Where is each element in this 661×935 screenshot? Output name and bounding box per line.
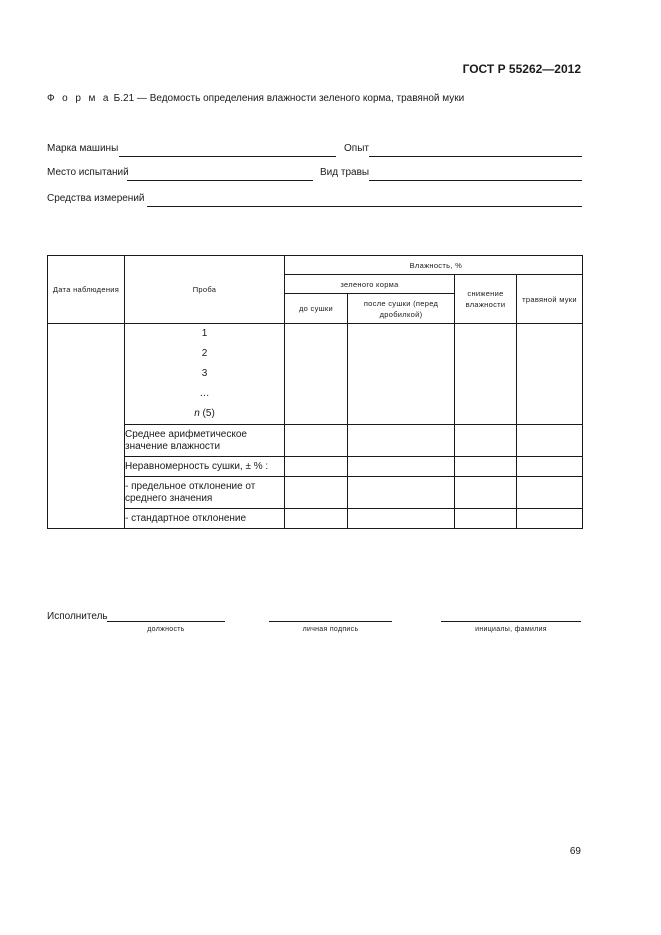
name-caption: инициалы, фамилия bbox=[475, 626, 547, 633]
row-std-deviation-label: - стандартное отклонение bbox=[125, 509, 285, 529]
mean-reduction-cell[interactable] bbox=[455, 425, 517, 457]
moisture-table bbox=[47, 255, 583, 529]
sample-ellipsis: … bbox=[199, 388, 210, 399]
executor-label: Исполнитель bbox=[47, 611, 108, 622]
after-drying-cell[interactable] bbox=[348, 324, 455, 425]
limit-meal-cell[interactable] bbox=[517, 477, 583, 509]
limit-before-cell[interactable] bbox=[285, 477, 348, 509]
row-mean-label: Среднее арифметическое значение влажности bbox=[125, 425, 285, 457]
grass-type-label: Вид травы bbox=[320, 167, 370, 178]
unevenness-meal-cell[interactable] bbox=[517, 457, 583, 477]
sample-3: 3 bbox=[201, 368, 208, 379]
before-drying-cell[interactable] bbox=[285, 324, 348, 425]
date-cell[interactable] bbox=[48, 324, 125, 529]
std-after-cell[interactable] bbox=[348, 509, 455, 529]
unevenness-reduction-cell[interactable] bbox=[455, 457, 517, 477]
position-line[interactable] bbox=[107, 621, 225, 622]
signature-line[interactable] bbox=[269, 621, 392, 622]
sample-1: 1 bbox=[201, 328, 208, 339]
position-caption: должность bbox=[147, 626, 185, 633]
moisture-reduction-cell[interactable] bbox=[455, 324, 517, 425]
grass-meal-cell[interactable] bbox=[517, 324, 583, 425]
before-drying-header: до сушки bbox=[285, 294, 348, 324]
name-line[interactable] bbox=[441, 621, 581, 622]
test-place-label: Место испытаний bbox=[47, 167, 129, 178]
field-row-place bbox=[47, 167, 582, 181]
field-row-means bbox=[47, 193, 582, 207]
green-feed-header: зеленого корма bbox=[285, 275, 455, 294]
form-title-text: Б.21 — Ведомость определения влажности зеленого корма, травяной муки bbox=[110, 93, 465, 104]
grass-type-line[interactable] bbox=[369, 180, 582, 181]
page-number: 69 bbox=[569, 846, 581, 857]
std-before-cell[interactable] bbox=[285, 509, 348, 529]
moisture-reduction-header: снижение влажности bbox=[455, 275, 517, 324]
experiment-label: Опыт bbox=[344, 143, 369, 154]
sample-n-count: (5) bbox=[199, 408, 215, 419]
field-row-machine bbox=[47, 143, 582, 157]
limit-after-cell[interactable] bbox=[348, 477, 455, 509]
unevenness-before-cell[interactable] bbox=[285, 457, 348, 477]
machine-brand-line[interactable] bbox=[119, 156, 336, 157]
unevenness-after-cell[interactable] bbox=[348, 457, 455, 477]
std-reduction-cell[interactable] bbox=[455, 509, 517, 529]
after-drying-header: после сушки (перед дробилкой) bbox=[348, 294, 455, 324]
measurement-means-label: Средства измерений bbox=[47, 193, 145, 204]
mean-before-cell[interactable] bbox=[285, 425, 348, 457]
mean-after-cell[interactable] bbox=[348, 425, 455, 457]
mean-meal-cell[interactable] bbox=[517, 425, 583, 457]
form-title bbox=[47, 93, 464, 104]
samples-cell bbox=[125, 324, 285, 425]
row-unevenness-label: Неравномерность сушки, ± % : bbox=[125, 457, 285, 477]
sample-header: Проба bbox=[125, 256, 285, 324]
sample-n bbox=[125, 404, 284, 424]
test-place-line[interactable] bbox=[127, 180, 313, 181]
measurement-means-line[interactable] bbox=[147, 206, 582, 207]
date-header: Дата наблюдения bbox=[48, 256, 125, 324]
sample-2: 2 bbox=[201, 348, 208, 359]
row-limit-deviation-label: - предельное отклонение от среднего значения bbox=[125, 477, 285, 509]
moisture-header: Влажность, % bbox=[285, 256, 583, 275]
experiment-line[interactable] bbox=[369, 156, 582, 157]
sample-n-variable: n bbox=[194, 408, 200, 419]
limit-reduction-cell[interactable] bbox=[455, 477, 517, 509]
signature-caption: личная подпись bbox=[302, 626, 359, 633]
machine-brand-label: Марка машины bbox=[47, 143, 119, 154]
standard-number: ГОСТ Р 55262—2012 bbox=[462, 62, 581, 76]
grass-meal-header: травяной муки bbox=[517, 275, 583, 324]
form-title-prefix: Ф о р м а bbox=[47, 93, 111, 104]
std-meal-cell[interactable] bbox=[517, 509, 583, 529]
